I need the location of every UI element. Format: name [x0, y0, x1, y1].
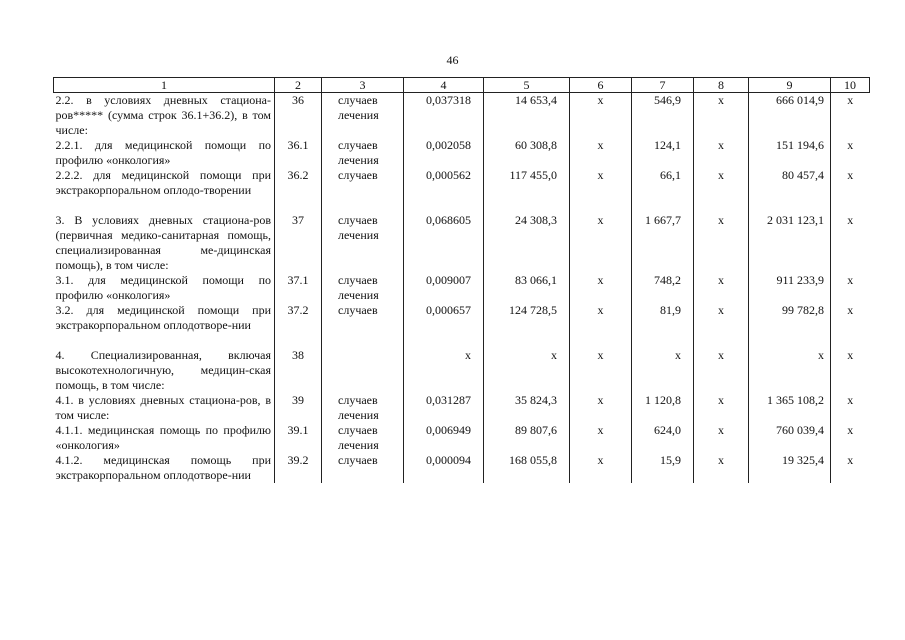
cell-c8: x: [694, 303, 749, 333]
cell-c8: x: [694, 213, 749, 273]
norms-table: [53, 77, 870, 483]
cell-c1: 4.1.2. медицинская помощь при экстракорпоральном оплодотворе-нии: [55, 453, 271, 482]
cell-c6: x: [570, 213, 632, 273]
cell-c3: случаев лечения: [322, 93, 404, 139]
spacer-cell: [694, 198, 749, 213]
cell-c1: 2.2.2. для медицинской помощи при экстракорпоральном оплодо-творении: [55, 168, 271, 197]
spacer-cell: [54, 198, 275, 213]
cell-c4: 0,009007: [404, 273, 484, 303]
cell-c2: 37: [275, 213, 322, 273]
cell-c3: случаев лечения: [322, 273, 404, 303]
spacer-cell: [632, 333, 694, 348]
cell-c10: x: [831, 213, 870, 273]
cell-c6: x: [570, 93, 632, 139]
cell-c7: 15,9: [632, 453, 694, 483]
cell-c5: 83 066,1: [484, 273, 570, 303]
spacer-cell: [484, 333, 570, 348]
spacer-cell: [831, 333, 870, 348]
spacer-cell: [404, 333, 484, 348]
cell-c10: x: [831, 393, 870, 423]
cell-c2: 37.2: [275, 303, 322, 333]
column-header: 5: [484, 78, 570, 93]
cell-c8: x: [694, 273, 749, 303]
table-row: [54, 168, 870, 198]
cell-c7: 624,0: [632, 423, 694, 453]
cell-c9: 666 014,9: [749, 93, 831, 139]
cell-c8: x: [694, 138, 749, 168]
table-row: [54, 138, 870, 168]
cell-c9: 911 233,9: [749, 273, 831, 303]
cell-c5: 35 824,3: [484, 393, 570, 423]
cell-c2: 36: [275, 93, 322, 139]
cell-c6: x: [570, 393, 632, 423]
table-row: [54, 453, 870, 483]
cell-c6: x: [570, 453, 632, 483]
cell-c6: x: [570, 423, 632, 453]
cell-c5: x: [484, 348, 570, 393]
page-number: 46: [446, 53, 459, 67]
cell-c7: 124,1: [632, 138, 694, 168]
cell-c4: 0,002058: [404, 138, 484, 168]
cell-c5: 117 455,0: [484, 168, 570, 198]
cell-c7: 546,9: [632, 93, 694, 139]
table-row: [54, 393, 870, 423]
cell-c4: 0,031287: [404, 393, 484, 423]
table-row: [54, 348, 870, 393]
cell-c2: 38: [275, 348, 322, 393]
cell-c10: x: [831, 93, 870, 139]
table-row: [54, 213, 870, 273]
cell-c1: 2.2. в условиях дневных стациона-ров***** (сумма строк 36.1+36.2), в том числе:: [55, 93, 271, 137]
cell-c8: x: [694, 453, 749, 483]
column-header: 8: [694, 78, 749, 93]
cell-c9: 80 457,4: [749, 168, 831, 198]
cell-c2: 39.1: [275, 423, 322, 453]
column-header: 9: [749, 78, 831, 93]
column-header: 6: [570, 78, 632, 93]
column-header: 3: [322, 78, 404, 93]
spacer-row: [54, 333, 870, 348]
cell-c4: 0,000094: [404, 453, 484, 483]
cell-c9: x: [749, 348, 831, 393]
cell-c8: x: [694, 393, 749, 423]
spacer-cell: [322, 198, 404, 213]
cell-c7: x: [632, 348, 694, 393]
cell-c3: случаев лечения: [322, 213, 404, 273]
cell-c6: x: [570, 168, 632, 198]
cell-c10: x: [831, 168, 870, 198]
cell-c7: 1 120,8: [632, 393, 694, 423]
table-row: [54, 93, 870, 139]
cell-c7: 748,2: [632, 273, 694, 303]
spacer-cell: [275, 333, 322, 348]
spacer-cell: [632, 198, 694, 213]
table-row: [54, 423, 870, 453]
cell-c2: 37.1: [275, 273, 322, 303]
cell-c8: x: [694, 423, 749, 453]
cell-c10: x: [831, 348, 870, 393]
table-body: [54, 93, 870, 484]
cell-c1: 4.1.1. медицинская помощь по профилю «онкология»: [55, 423, 271, 452]
cell-c4: 0,000562: [404, 168, 484, 198]
cell-c6: x: [570, 138, 632, 168]
cell-c5: 89 807,6: [484, 423, 570, 453]
cell-c3: [322, 348, 404, 393]
spacer-cell: [570, 333, 632, 348]
cell-c4: 0,006949: [404, 423, 484, 453]
spacer-cell: [54, 333, 275, 348]
cell-c1: 3. В условиях дневных стациона-ров (первичная медико-санитарная помощь, специализированная ме-дицинская помощь), в том числе:: [55, 213, 271, 272]
cell-c7: 66,1: [632, 168, 694, 198]
spacer-cell: [484, 198, 570, 213]
cell-c9: 760 039,4: [749, 423, 831, 453]
cell-c3: случаев: [322, 303, 404, 333]
cell-c6: x: [570, 273, 632, 303]
cell-c7: 81,9: [632, 303, 694, 333]
column-header: 10: [831, 78, 870, 93]
cell-c9: 1 365 108,2: [749, 393, 831, 423]
table-row: [54, 303, 870, 333]
cell-c1: 4.1. в условиях дневных стациона-ров, в том числе:: [55, 393, 271, 422]
spacer-row: [54, 198, 870, 213]
column-header: 7: [632, 78, 694, 93]
cell-c4: x: [404, 348, 484, 393]
spacer-cell: [570, 198, 632, 213]
cell-c4: 0,000657: [404, 303, 484, 333]
cell-c4: 0,068605: [404, 213, 484, 273]
cell-c10: x: [831, 273, 870, 303]
cell-c1: 3.1. для медицинской помощи по профилю «онкология»: [55, 273, 271, 302]
cell-c6: x: [570, 348, 632, 393]
cell-c5: 124 728,5: [484, 303, 570, 333]
cell-c3: случаев: [322, 453, 404, 483]
cell-c6: x: [570, 303, 632, 333]
cell-c5: 14 653,4: [484, 93, 570, 139]
cell-c3: случаев: [322, 168, 404, 198]
cell-c9: 19 325,4: [749, 453, 831, 483]
cell-c8: x: [694, 93, 749, 139]
cell-c1: 3.2. для медицинской помощи при экстракорпоральном оплодотворе-нии: [55, 303, 271, 332]
column-header: 2: [275, 78, 322, 93]
spacer-cell: [749, 198, 831, 213]
table-row: [54, 273, 870, 303]
column-header-row: [54, 78, 870, 93]
cell-c3: случаев лечения: [322, 138, 404, 168]
cell-c9: 2 031 123,1: [749, 213, 831, 273]
spacer-cell: [831, 198, 870, 213]
spacer-cell: [404, 198, 484, 213]
cell-c3: случаев лечения: [322, 393, 404, 423]
cell-c3: случаев лечения: [322, 423, 404, 453]
cell-c2: 39: [275, 393, 322, 423]
cell-c10: x: [831, 138, 870, 168]
cell-c2: 36.1: [275, 138, 322, 168]
cell-c5: 60 308,8: [484, 138, 570, 168]
spacer-cell: [749, 333, 831, 348]
cell-c10: x: [831, 303, 870, 333]
cell-c10: x: [831, 423, 870, 453]
cell-c1: 4. Специализированная, включая высокотехнологичную, медицин-ская помощь, в том числе:: [55, 348, 271, 392]
cell-c2: 36.2: [275, 168, 322, 198]
cell-c5: 168 055,8: [484, 453, 570, 483]
cell-c4: 0,037318: [404, 93, 484, 139]
column-header: 4: [404, 78, 484, 93]
spacer-cell: [694, 333, 749, 348]
cell-c1: 2.2.1. для медицинской помощи по профилю «онкология»: [55, 138, 271, 167]
cell-c5: 24 308,3: [484, 213, 570, 273]
spacer-cell: [322, 333, 404, 348]
cell-c8: x: [694, 168, 749, 198]
cell-c8: x: [694, 348, 749, 393]
cell-c10: x: [831, 453, 870, 483]
spacer-cell: [275, 198, 322, 213]
cell-c9: 99 782,8: [749, 303, 831, 333]
cell-c2: 39.2: [275, 453, 322, 483]
column-header: 1: [54, 78, 275, 93]
cell-c7: 1 667,7: [632, 213, 694, 273]
cell-c9: 151 194,6: [749, 138, 831, 168]
